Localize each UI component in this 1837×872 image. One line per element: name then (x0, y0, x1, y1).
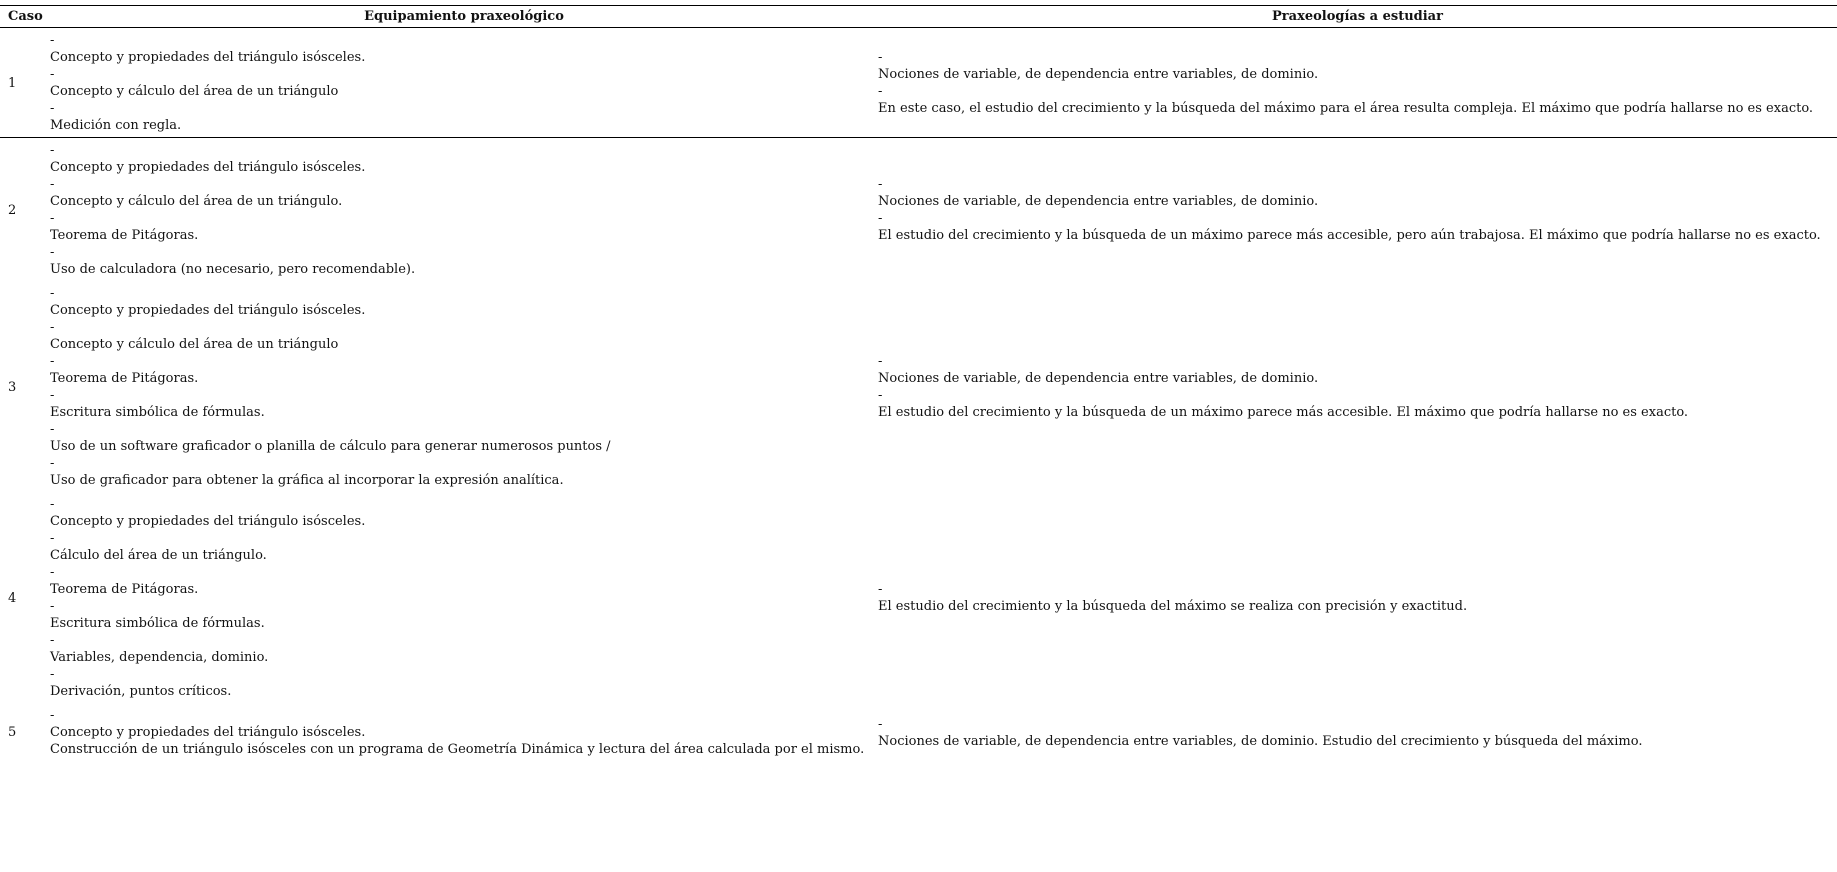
equipamiento-line: - (50, 667, 55, 682)
table-row (0, 703, 1837, 761)
praxeologia-line: Nociones de variable, de dependencia entre variables, de dominio. (878, 67, 1319, 82)
equipamiento-line: Uso de un software graficador o planilla de cálculo para generar numerosos puntos / (50, 439, 611, 454)
equipamiento-line: Escritura simbólica de fórmulas. (50, 616, 265, 631)
equipamiento-line: Medición con regla. (50, 118, 182, 133)
equipamiento-line: Uso de graficador para obtener la gráfica al incorporar la expresión analítica. (50, 473, 564, 488)
equipamiento-line: - (50, 354, 55, 369)
cell-praxeologias (878, 49, 1837, 117)
cell-praxeologias (878, 353, 1837, 421)
praxeologia-line: - (878, 50, 883, 65)
equipamiento-line: Concepto y cálculo del área de un triángulo. (50, 194, 343, 209)
praxeologia-line: - (878, 388, 883, 403)
cell-equipamiento (50, 707, 878, 758)
equipamiento-line: Variables, dependencia, dominio. (50, 650, 269, 665)
praxeologia-line: El estudio del crecimiento y la búsqueda de un máximo parece más accesible, pero aún trabajosa. El máximo que podría hallarse no es exacto. (878, 228, 1821, 243)
table-row (0, 281, 1837, 492)
cell-praxeologias (878, 581, 1837, 615)
praxeologia-line: - (878, 582, 883, 597)
header-equipamiento: Equipamiento praxeológico (364, 9, 564, 24)
equipamiento-line: - (50, 286, 55, 301)
praxeologia-line: En este caso, el estudio del crecimiento y la búsqueda del máximo para el área resulta compleja. El máximo que podría hallarse no es exacto. (878, 101, 1814, 116)
table-header (0, 6, 1837, 28)
equipamiento-line: - (50, 456, 55, 471)
praxeologia-line: - (878, 211, 883, 226)
equipamiento-line: - (50, 708, 55, 723)
equipamiento-line: Concepto y propiedades del triángulo isósceles. (50, 50, 366, 65)
table-body (0, 28, 1837, 761)
cell-equipamiento (50, 285, 878, 489)
equipamiento-line: - (50, 245, 55, 260)
table-row (0, 138, 1837, 281)
table-row (0, 28, 1837, 138)
praxeologia-line: - (878, 354, 883, 369)
cell-caso: 4 (8, 590, 17, 606)
cell-equipamiento (50, 496, 878, 700)
praxeologia-line: El estudio del crecimiento y la búsqueda de un máximo parece más accesible. El máximo que podría hallarse no es exacto. (878, 405, 1689, 420)
praxeologia-line: Nociones de variable, de dependencia entre variables, de dominio. (878, 194, 1319, 209)
praxeology-table (0, 5, 1837, 761)
equipamiento-line: Concepto y propiedades del triángulo isósceles. (50, 725, 366, 740)
equipamiento-line: Concepto y propiedades del triángulo isósceles. (50, 303, 366, 318)
equipamiento-line: Concepto y cálculo del área de un triángulo (50, 84, 339, 99)
equipamiento-line: - (50, 497, 55, 512)
equipamiento-line: Concepto y propiedades del triángulo isósceles. (50, 514, 366, 529)
equipamiento-line: - (50, 633, 55, 648)
equipamiento-line: Derivación, puntos críticos. (50, 684, 232, 699)
equipamiento-line: - (50, 599, 55, 614)
praxeologia-line: - (878, 177, 883, 192)
header-caso: Caso (8, 9, 43, 24)
equipamiento-line: Cálculo del área de un triángulo. (50, 548, 267, 563)
table-row (0, 492, 1837, 703)
equipamiento-line: Teorema de Pitágoras. (50, 582, 199, 597)
equipamiento-line: Escritura simbólica de fórmulas. (50, 405, 265, 420)
equipamiento-line: - (50, 320, 55, 335)
cell-praxeologias (878, 176, 1837, 244)
header-praxeologias: Praxeologías a estudiar (1272, 9, 1443, 24)
equipamiento-line: - (50, 388, 55, 403)
cell-caso: 2 (8, 202, 17, 218)
equipamiento-line: - (50, 422, 55, 437)
cell-caso: 1 (8, 75, 17, 91)
praxeologia-line: El estudio del crecimiento y la búsqueda del máximo se realiza con precisión y exactitud. (878, 599, 1468, 614)
equipamiento-line: - (50, 565, 55, 580)
equipamiento-line: Concepto y cálculo del área de un triángulo (50, 337, 339, 352)
cell-caso: 3 (8, 379, 17, 395)
equipamiento-line: - (50, 177, 55, 192)
cell-caso: 5 (8, 725, 17, 740)
equipamiento-line: - (50, 101, 55, 116)
praxeologia-line: - (878, 716, 883, 732)
cell-equipamiento (50, 32, 878, 134)
cell-equipamiento (50, 142, 878, 278)
equipamiento-line: - (50, 143, 55, 158)
equipamiento-line: - (50, 33, 55, 48)
equipamiento-line: - (50, 531, 55, 546)
equipamiento-line: Construcción de un triángulo isósceles con un programa de Geometría Dinámica y lectura del área calculada por el mismo. (50, 742, 865, 757)
equipamiento-line: Teorema de Pitágoras. (50, 228, 199, 243)
equipamiento-line: - (50, 67, 55, 82)
equipamiento-line: Teorema de Pitágoras. (50, 371, 199, 386)
cell-praxeologias (878, 716, 1837, 750)
equipamiento-line: Uso de calculadora (no necesario, pero recomendable). (50, 262, 416, 277)
praxeologia-line: Nociones de variable, de dependencia entre variables, de dominio. Estudio del crecimiento y búsqueda del máximo. (878, 733, 1643, 749)
equipamiento-line: - (50, 211, 55, 226)
equipamiento-line: Concepto y propiedades del triángulo isósceles. (50, 160, 366, 175)
praxeologia-line: Nociones de variable, de dependencia entre variables, de dominio. (878, 371, 1319, 386)
praxeologia-line: - (878, 84, 883, 99)
